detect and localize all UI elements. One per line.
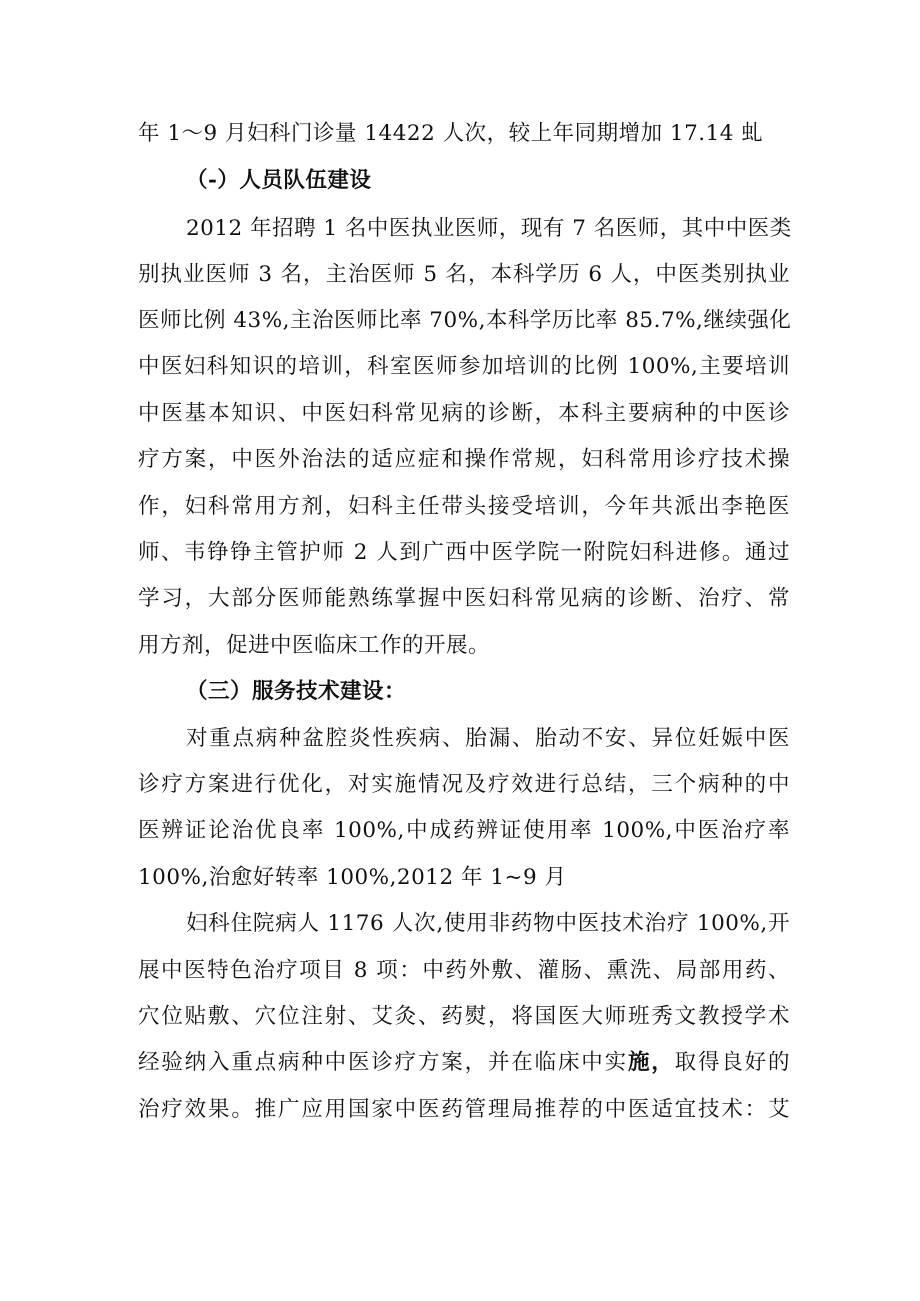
paragraph-line: 诊疗方案进行优化，对实施情况及疗效进行总结，三个病种的中 bbox=[138, 772, 790, 797]
paragraph-line-mixed bbox=[138, 1043, 790, 1083]
paragraph-line: 疗方案，中医外治法的适应症和操作常规，妇科常用诊疗技术操 bbox=[138, 447, 790, 472]
paragraph-line: 医辨证论治优良率 100%,中成药辨证使用率 100%,中医治疗率 bbox=[138, 818, 790, 843]
paragraph-line: 医师比例 43%,主治医师比率 70%,本科学历比率 85.7%,继续强化 bbox=[138, 308, 792, 333]
paragraph-line: 学习，大部分医师能熟练掌握中医妇科常见病的诊断、治疗、常 bbox=[138, 586, 790, 611]
paragraph-line: 治疗效果。推广应用国家中医药管理局推荐的中医适宜技术：艾 bbox=[138, 1097, 790, 1122]
section-heading-service-tech: （三）服务技术建设： bbox=[186, 679, 407, 704]
paragraph-line: 妇科住院病人 1176 人次,使用非药物中医技术治疗 100%,开 bbox=[186, 911, 790, 936]
paragraph-line: 中医妇科知识的培训，科室医师参加培训的比例 100%,主要培训 bbox=[138, 354, 790, 379]
paragraph-line: 作，妇科常用方剂，妇科主任带头接受培训，今年共派出李艳医 bbox=[138, 494, 790, 519]
paragraph-line: 穴位贴敷、穴位注射、艾灸、药熨，将国医大师班秀文教授学术 bbox=[138, 1004, 790, 1029]
section-heading-personnel: （-）人员队伍建设 bbox=[186, 168, 372, 193]
paragraph-line: 2012 年招聘 1 名中医执业医师，现有 7 名医师，其中中医类 bbox=[186, 216, 792, 241]
paragraph-line: 别执业医师 3 名，主治医师 5 名，本科学历 6 人，中医类别执业 bbox=[138, 262, 790, 287]
paragraph-line: 展中医特色治疗项目 8 项：中药外敷、灌肠、熏洗、局部用药、 bbox=[138, 958, 790, 983]
text-run: 取得良好的 bbox=[674, 1050, 790, 1075]
paragraph-line: 师、韦铮铮主管护师 2 人到广西中医学院一附院妇科进修。通过 bbox=[138, 540, 790, 565]
paragraph-line: 中医基本知识、中医妇科常见病的诊断，本科主要病种的中医诊 bbox=[138, 401, 790, 426]
bold-text-run: 施， bbox=[627, 1050, 675, 1075]
paragraph-line: 100%,治愈好转率 100%,2012 年 1~9 月 bbox=[138, 865, 567, 890]
paragraph-line: 用方剂，促进中医临床工作的开展。 bbox=[138, 633, 491, 658]
paragraph-line: 对重点病种盆腔炎性疾病、胎漏、胎动不安、异位妊娠中医 bbox=[186, 726, 790, 751]
paragraph-line: 年 1～9 月妇科门诊量 14422 人次，较上年同期增加 17.14 虬 bbox=[138, 121, 764, 146]
text-run: 经验纳入重点病种中医诊疗方案，并在临床中实 bbox=[138, 1050, 628, 1075]
